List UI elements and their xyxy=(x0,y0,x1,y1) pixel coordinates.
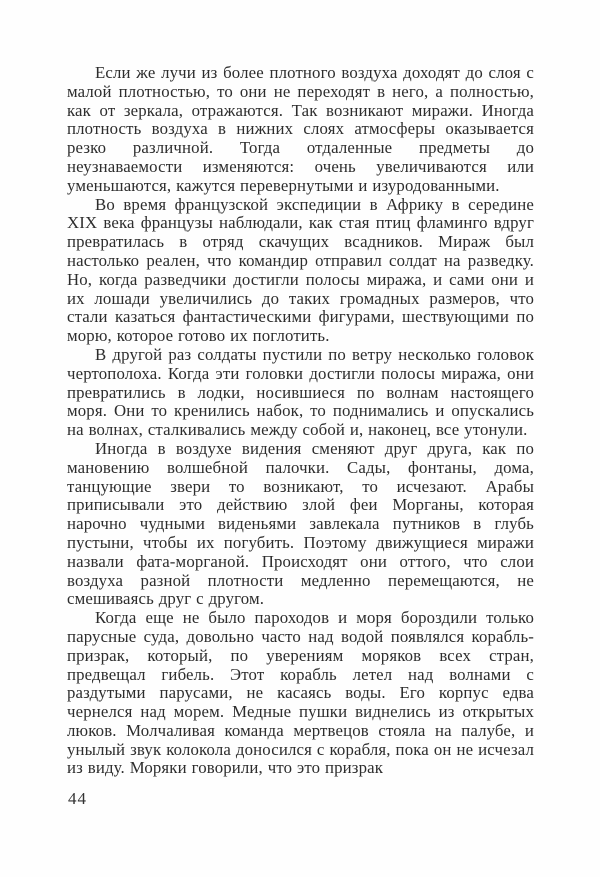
body-text xyxy=(67,64,534,778)
paragraph-mirage-reflection: Если же лучи из более плотного воздуха доходят до слоя с малой плотностью, то они не переходят в него, а полностью, как от зеркала, отражаются. Так возникают миражи. Иногда плотность воздуха в нижних слоях атмосферы оказывается резко различной. Тогда отдаленные предметы до неузнаваемости изменяются: очень увеличиваются или уменьшаются, кажутся перевернутыми и изуродованными. xyxy=(67,63,534,195)
page-number: 44 xyxy=(68,789,87,808)
paragraph-thistle-heads: В другой раз солдаты пустили по ветру несколько головок чертополоха. Когда эти головки достигли полосы миража, они превратились в лодки, носившиеся по волнам настоящего моря. Они то кренились набок, то поднимались и опускались на волнах, сталкивались между собой и, наконец, все утонули. xyxy=(67,344,534,440)
paragraph-fata-morgana: Иногда в воздухе видения сменяют друг друга, как по мановению волшебной палочки. Сады, фонтаны, дома, танцующие звери то возникают, то исчезают. Арабы приписывали это действию злой феи Морганы, которая нарочно чудными виденьями завлекала путников в глубь пустыни, чтобы их погубить. Поэтому движущиеся миражи назвали фата-морганой. Происходят они оттого, что слои воздуха разной плотности медленно перемещаются, не смешиваясь друг с другом. xyxy=(67,438,534,609)
paragraph-ghost-ship: Когда еще не было пароходов и моря бороздили только парусные суда, довольно часто над водой появлялся корабль-призрак, который, по уверениям моряков всех стран, предвещал гибель. Этот корабль летел над волнами с раздутыми парусами, не касаясь воды. Его корпус едва чернелся над морем. Медные пушки виднелись из открытых люков. Молчаливая команда мертвецов стояла на палубе, и унылый звук колокола доносился с корабля, пока он не исчезал из виду. Моряки говорили, что это призрак xyxy=(67,608,534,778)
paragraph-french-expedition: Во время французской экспедиции в Африку в середине XIX века французы наблюдали, как стая птиц фламинго вдруг превратилась в отряд скачущих всадников. Мираж был настолько реален, что командир отправил солдат на разведку. Но, когда разведчики достигли полосы миража, и сами они и их лошади увеличились до таких громадных размеров, что стали казаться фантастическими фигурами, шествующими по морю, которое готово их поглотить. xyxy=(67,194,534,346)
